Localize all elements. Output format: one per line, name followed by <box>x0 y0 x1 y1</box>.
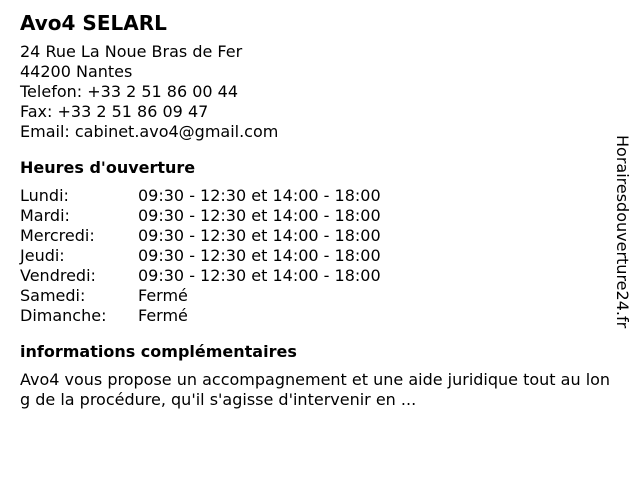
hours-day: Samedi: <box>20 286 86 305</box>
hours-time: 09:30 - 12:30 et 14:00 - 18:00 <box>138 246 381 265</box>
business-name: Avo4 SELARL <box>20 11 167 35</box>
hours-day: Dimanche: <box>20 306 107 325</box>
info-title: informations complémentaires <box>20 342 297 361</box>
info-description: Avo4 vous propose un accompagnement et une aide juridique tout au long de la procédure, qu'il s'agisse d'intervenir en ... <box>20 370 611 409</box>
site-watermark: Horairesdouverture24.fr <box>613 135 632 329</box>
hours-time: 09:30 - 12:30 et 14:00 - 18:00 <box>138 206 381 225</box>
hours-row-lundi <box>20 186 620 206</box>
hours-title: Heures d'ouverture <box>20 158 196 177</box>
hours-time: 09:30 - 12:30 et 14:00 - 18:00 <box>138 226 381 245</box>
hours-day: Jeudi: <box>20 246 65 265</box>
hours-row-mercredi <box>20 226 620 246</box>
hours-time: 09:30 - 12:30 et 14:00 - 18:00 <box>138 186 381 205</box>
hours-row-vendredi <box>20 266 620 286</box>
address-city: 44200 Nantes <box>20 62 133 81</box>
business-card <box>20 10 620 410</box>
hours-day: Lundi: <box>20 186 69 205</box>
hours-day: Mardi: <box>20 206 70 225</box>
hours-row-jeudi <box>20 246 620 266</box>
phone-number: Telefon: +33 2 51 86 00 44 <box>20 82 239 101</box>
address-street: 24 Rue La Noue Bras de Fer <box>20 42 243 61</box>
hours-row-samedi <box>20 286 620 306</box>
hours-day: Vendredi: <box>20 266 96 285</box>
hours-time: Fermé <box>138 286 188 305</box>
hours-time: 09:30 - 12:30 et 14:00 - 18:00 <box>138 266 381 285</box>
fax-number: Fax: +33 2 51 86 09 47 <box>20 102 209 121</box>
hours-time: Fermé <box>138 306 188 325</box>
hours-day: Mercredi: <box>20 226 95 245</box>
hours-table <box>20 186 620 326</box>
email-address: Email: cabinet.avo4@gmail.com <box>20 122 279 141</box>
hours-row-mardi <box>20 206 620 226</box>
hours-row-dimanche <box>20 306 620 326</box>
